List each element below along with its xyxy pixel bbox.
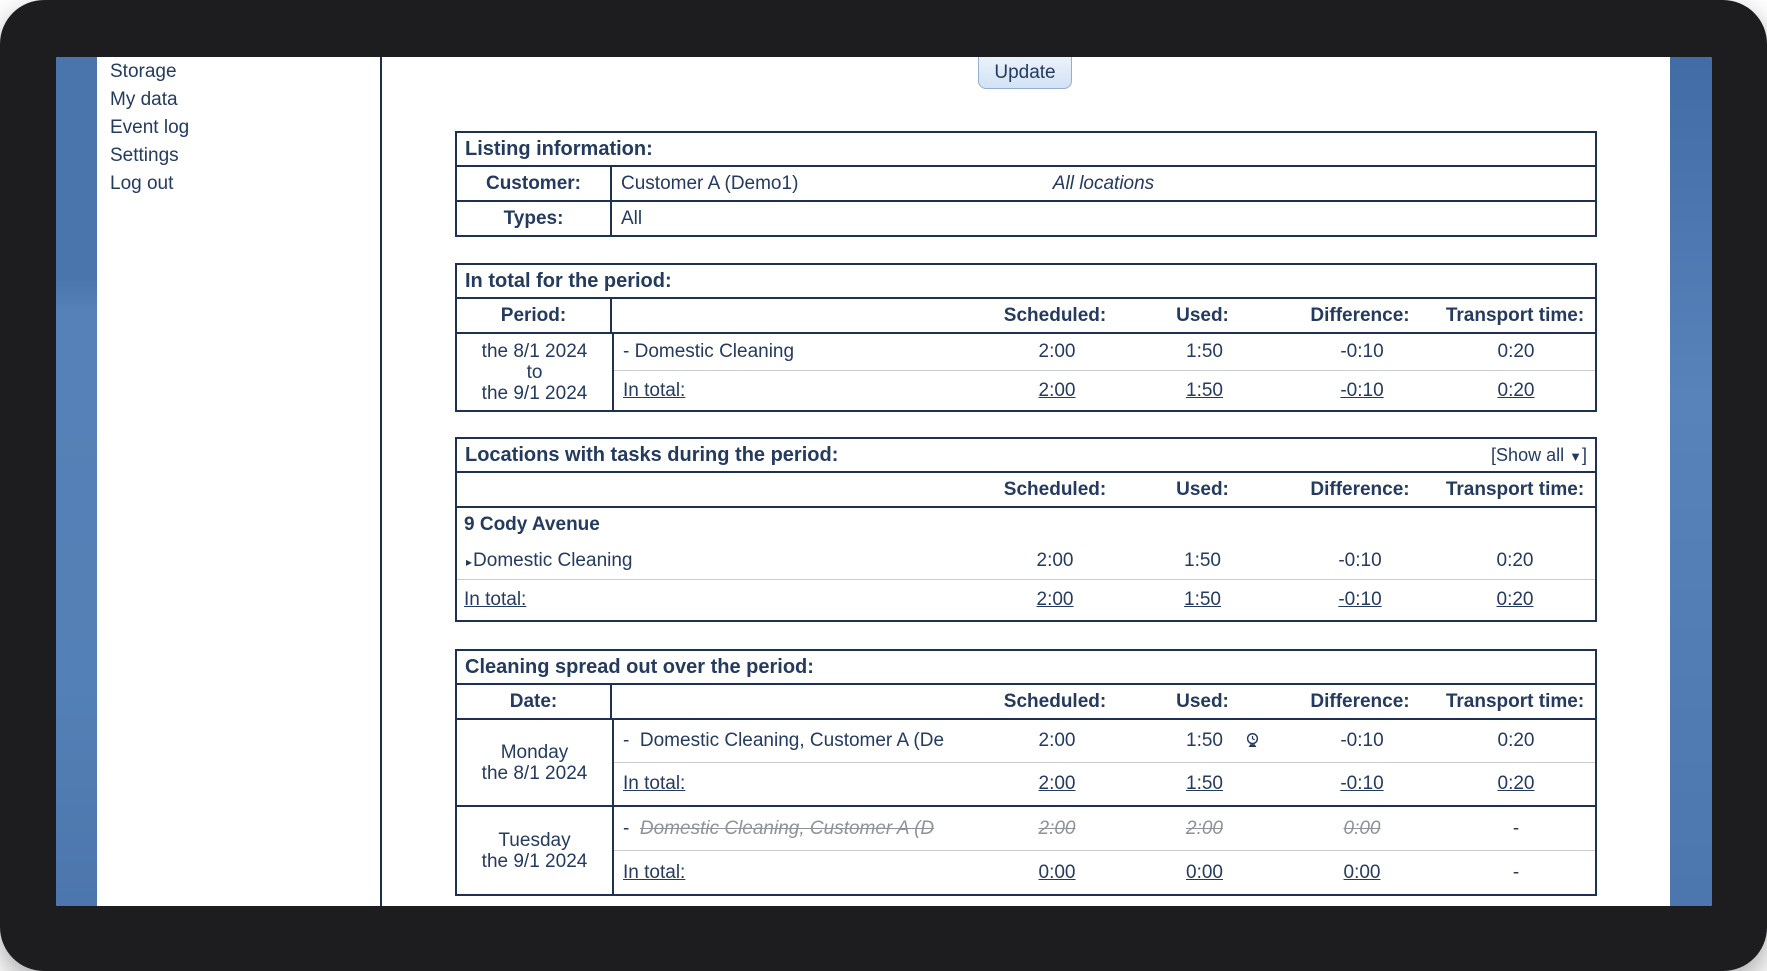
transport-total-link[interactable]: 0:20 <box>1496 589 1534 610</box>
scheduled-column-header: Scheduled: <box>1003 304 1107 326</box>
date-cell <box>457 807 614 894</box>
period-group <box>457 334 1595 410</box>
day-group-monday <box>457 720 1595 805</box>
transport-value: 0:20 <box>1496 549 1534 571</box>
in-total-link[interactable]: In total: <box>623 861 686 883</box>
period-cell <box>457 334 614 410</box>
scheduled-total-link[interactable]: 2:00 <box>1036 589 1074 610</box>
types-row <box>457 200 1595 235</box>
clock-icon[interactable] <box>1245 732 1260 748</box>
used-total-link[interactable]: 1:50 <box>1184 589 1221 610</box>
sidebar-item-settings[interactable]: Settings <box>110 145 179 166</box>
used-total-link[interactable]: 1:50 <box>1186 773 1223 794</box>
scheduled-total-link[interactable]: 0:00 <box>1038 861 1076 883</box>
difference-column-header: Difference: <box>1310 304 1410 326</box>
customer-value-cell <box>612 167 1595 200</box>
scheduled-column-header: Scheduled: <box>1003 690 1107 712</box>
day-rows <box>614 807 1595 894</box>
transport-value: 0:20 <box>1497 730 1535 751</box>
location-name: 9 Cody Avenue <box>464 514 600 535</box>
date-column-label: Date: <box>457 685 612 718</box>
date-line: the 9/1 2024 <box>481 850 588 872</box>
scheduled-column-header: Scheduled: <box>1003 478 1107 500</box>
day-group-tuesday <box>457 805 1595 894</box>
customer-label: Customer: <box>457 167 612 200</box>
transport-total-value: - <box>1512 861 1520 883</box>
transport-total-link[interactable]: 0:20 <box>1497 379 1535 401</box>
locations-header-row <box>457 473 1595 508</box>
scheduled-total-link[interactable]: 2:00 <box>1038 773 1076 794</box>
table-title: Listing information: <box>465 137 653 160</box>
sidebar-menu <box>97 57 380 198</box>
customer-scope: All locations <box>1052 172 1155 194</box>
period-totals-title <box>457 265 1595 299</box>
used-column-header: Used: <box>1176 690 1229 712</box>
transport-column-header: Transport time: <box>1445 690 1585 712</box>
task-name: Domestic Cleaning, Customer A (De <box>639 730 945 751</box>
cleaning-spread-header-row <box>457 685 1595 720</box>
difference-total-link[interactable]: 0:00 <box>1343 861 1381 883</box>
difference-column-header: Difference: <box>1310 690 1410 712</box>
listing-information-title <box>457 133 1595 167</box>
period-rows <box>614 334 1595 410</box>
scheduled-total-link[interactable]: 2:00 <box>1038 379 1076 401</box>
period-line: the 8/1 2024 <box>481 340 588 362</box>
app-screen <box>56 57 1712 906</box>
task-name: - Domestic Cleaning <box>623 341 795 362</box>
types-value-cell <box>612 202 1595 235</box>
table-row-total <box>457 579 1595 620</box>
table-row <box>614 334 1595 370</box>
show-all-dropdown[interactable] <box>1491 445 1587 466</box>
sidebar-item-event-log[interactable]: Event log <box>110 117 190 138</box>
locations-table <box>455 437 1597 622</box>
period-totals-header-row <box>457 299 1595 334</box>
customer-row <box>457 167 1595 200</box>
table-row-total <box>614 370 1595 410</box>
difference-value: -0:10 <box>1338 549 1382 571</box>
table-title: Cleaning spread out over the period: <box>465 655 814 678</box>
task-dash: - <box>623 730 630 751</box>
task-dash: - <box>623 817 630 839</box>
period-line: the 9/1 2024 <box>481 382 588 404</box>
table-row-total <box>614 850 1595 894</box>
scheduled-value: 2:00 <box>1038 341 1076 362</box>
scheduled-value-cancelled: 2:00 <box>1038 817 1076 839</box>
left-accent-bar <box>56 57 97 906</box>
date-line: the 8/1 2024 <box>481 762 588 784</box>
difference-value: -0:10 <box>1340 730 1384 751</box>
transport-value: - <box>1512 817 1520 839</box>
used-column-header: Used: <box>1176 304 1229 326</box>
table-row-total <box>614 762 1595 805</box>
in-total-link[interactable]: In total: <box>623 379 686 401</box>
sidebar-item-log-out[interactable]: Log out <box>110 173 174 194</box>
date-line: Monday <box>500 741 569 763</box>
cleaning-spread-table <box>455 649 1597 896</box>
locations-title-row <box>457 439 1595 473</box>
transport-column-header: Transport time: <box>1445 304 1585 326</box>
types-label: Types: <box>457 202 612 235</box>
show-all-label: [Show all <box>1491 444 1565 465</box>
cleaning-spread-title <box>457 651 1595 685</box>
period-column-label: Period: <box>457 299 612 332</box>
listing-information-table <box>455 131 1597 237</box>
day-rows <box>614 720 1595 805</box>
sidebar <box>97 57 382 906</box>
used-value: 1:50 <box>1184 549 1221 571</box>
date-line: Tuesday <box>498 829 571 851</box>
used-value: 1:50 <box>1186 730 1223 751</box>
types-value: All <box>621 207 643 229</box>
used-total-link[interactable]: 0:00 <box>1186 861 1223 883</box>
task-name-cancelled: Domestic Cleaning, Customer A (D <box>639 817 935 839</box>
table-row-cancelled <box>614 807 1595 850</box>
difference-value: -0:10 <box>1340 341 1384 362</box>
transport-value: 0:20 <box>1497 341 1535 362</box>
transport-total-link[interactable]: 0:20 <box>1497 773 1535 794</box>
used-value-cell <box>1122 730 1287 752</box>
difference-column-header: Difference: <box>1310 478 1410 500</box>
in-total-link[interactable]: In total: <box>464 589 527 610</box>
date-cell <box>457 720 614 805</box>
used-column-header: Used: <box>1176 478 1229 500</box>
right-accent-bar <box>1670 57 1712 906</box>
customer-value: Customer A (Demo1) <box>621 172 799 194</box>
difference-total-link[interactable]: -0:10 <box>1338 589 1382 610</box>
table-title: In total for the period: <box>465 269 672 292</box>
show-all-bracket: ] <box>1581 444 1587 465</box>
sidebar-item-my-data[interactable]: My data <box>110 89 178 110</box>
sidebar-item-storage[interactable]: Storage <box>110 61 177 82</box>
task-name: Domestic Cleaning <box>473 549 633 571</box>
scheduled-value: 2:00 <box>1036 549 1074 571</box>
difference-value-cancelled: 0:00 <box>1343 817 1381 839</box>
location-task-row[interactable] <box>457 542 1595 579</box>
transport-column-header: Transport time: <box>1445 478 1585 500</box>
update-button[interactable]: Update <box>978 57 1072 89</box>
used-value: 1:50 <box>1186 341 1223 362</box>
table-row <box>614 720 1595 762</box>
difference-total-link[interactable]: -0:10 <box>1340 379 1384 401</box>
period-totals-table <box>455 263 1597 412</box>
in-total-link[interactable]: In total: <box>623 773 686 794</box>
difference-total-link[interactable]: -0:10 <box>1340 773 1384 794</box>
period-line: to <box>526 361 543 383</box>
used-value-cancelled: 2:00 <box>1186 817 1223 839</box>
dropdown-arrow-icon: ▼ <box>1569 448 1582 464</box>
table-title: Locations with tasks during the period: <box>465 443 839 466</box>
used-total-link[interactable]: 1:50 <box>1186 379 1223 401</box>
scheduled-value: 2:00 <box>1038 730 1076 751</box>
expand-arrow-icon: ▸ <box>466 554 473 569</box>
